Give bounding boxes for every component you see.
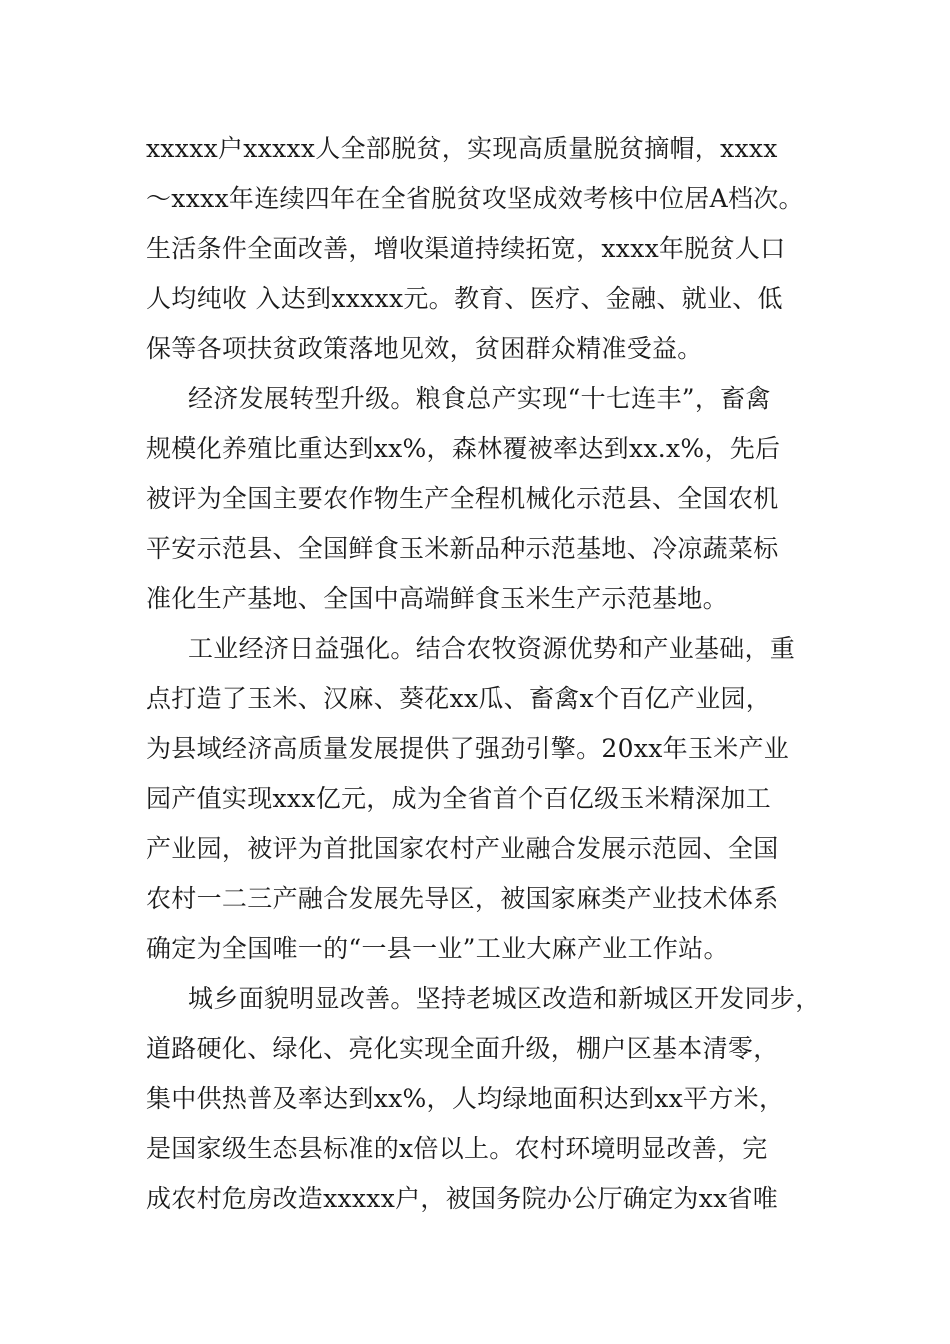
text-line: 道路硬化、绿化、亮化实现全面升级，棚户区基本清零， [146,1034,779,1063]
text-line: 保等各项扶贫政策落地见效，贫困群众精准受益。 [146,334,703,363]
paragraph-first-line: 经济发展转型升级。粮食总产实现“十七连丰”，畜禽 [188,384,771,413]
text-line: 产业园，被评为首批国家农村产业融合发展示范园、全国 [146,834,779,863]
text-line: xxxxx户xxxxx人全部脱贫，实现高质量脱贫摘帽，xxxx [146,134,778,163]
text-line: ～xxxx年连续四年在全省脱贫攻坚成效考核中位居A档次。 [146,184,804,213]
text-line: 被评为全国主要农作物生产全程机械化示范县、全国农机 [146,484,779,513]
text-line: 生活条件全面改善，增收渠道持续拓宽，xxxx年脱贫人口 [146,234,786,263]
text-line: 人均纯收 入达到xxxxx元。教育、医疗、金融、就业、低 [146,284,783,313]
text-line: 成农村危房改造xxxxx户，被国务院办公厅确定为xx省唯 [146,1184,779,1213]
text-line: 集中供热普及率达到xx%，人均绿地面积达到xx平方米， [146,1084,785,1113]
text-line: 农村一二三产融合发展先导区，被国家麻类产业技术体系 [146,884,779,913]
text-line: 平安示范县、全国鲜食玉米新品种示范基地、冷凉蔬菜标 [146,534,779,563]
paragraph-first-line: 工业经济日益强化。结合农牧资源优势和产业基础，重 [188,634,796,663]
text-line: 确定为全国唯一的“一县一业”工业大麻产业工作站。 [146,934,729,963]
text-line: 园产值实现xxx亿元，成为全省首个百亿级玉米精深加工 [146,784,772,813]
document-body [146,124,826,1224]
text-line: 规模化养殖比重达到xx%，森林覆被率达到xx.x%，先后 [146,434,781,463]
text-line: 点打造了玉米、汉麻、葵花xx瓜、畜禽x个百亿产业园， [146,684,772,713]
text-line: 是国家级生态县标准的x倍以上。农村环境明显改善，完 [146,1134,768,1163]
text-line: 为县域经济高质量发展提供了强劲引擎。20xx年玉米产业 [146,734,790,763]
paragraph-first-line: 城乡面貌明显改善。坚持老城区改造和新城区开发同步， [188,984,821,1013]
text-line: 准化生产基地、全国中高端鲜食玉米生产示范基地。 [146,584,728,613]
